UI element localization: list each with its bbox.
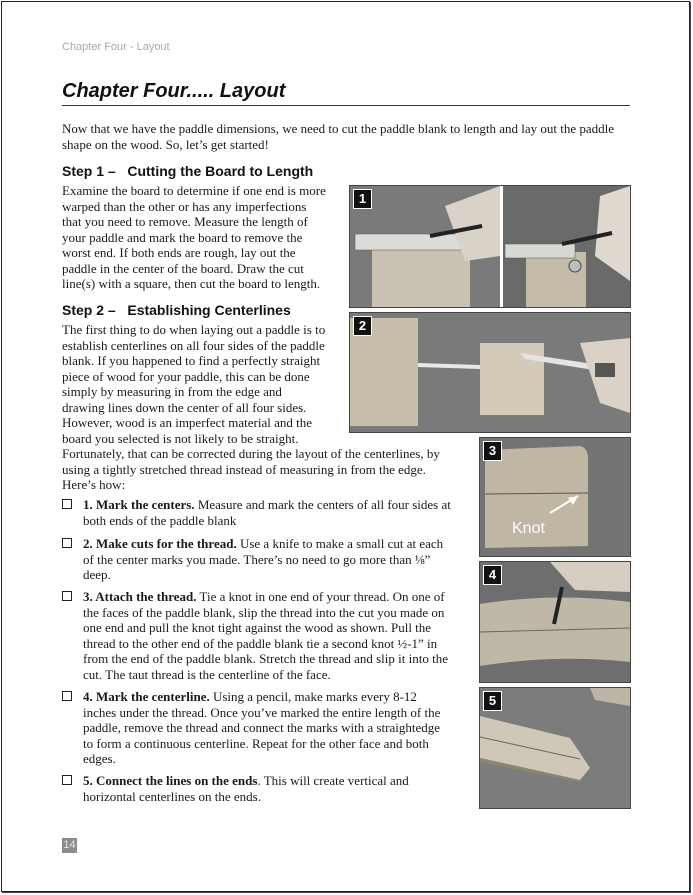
photo-1-image <box>350 186 630 307</box>
bullet-line: horizontal centerlines on the ends. <box>83 788 261 804</box>
step2-line: Fortunately, that can be corrected during the layout of the centerlines, by <box>62 446 440 461</box>
photo-number-badge: 4 <box>483 565 502 585</box>
step2-line: establish centerlines on all four sides of the paddle <box>62 337 325 353</box>
bullet-title: 4. Mark the centerline. <box>83 689 210 704</box>
step1-text <box>62 183 352 292</box>
bullet-line: Using a pencil, make marks every 8-12 <box>209 689 417 704</box>
checkbox-icon <box>62 775 72 785</box>
bullet-item-4 <box>62 689 472 767</box>
bullet-line: . This will create vertical and <box>257 773 409 788</box>
checkbox-icon <box>62 499 72 509</box>
checkbox-icon <box>62 591 72 601</box>
knot-label: Knot <box>512 520 545 537</box>
bullet-line: the faces of the paddle blank, slip the thread into the cut you made on <box>83 604 445 620</box>
bullet-line: to form a continuous centerline. Repeat for the other face and both <box>83 735 429 751</box>
photo-2 <box>349 312 631 433</box>
step2-line: drawing lines down the center of all four sides. <box>62 399 307 415</box>
photo-5 <box>479 687 631 809</box>
bullet-line: Tie a knot in one end of your thread. On one of <box>196 589 445 604</box>
bullet-title: 3. Attach the thread. <box>83 589 197 604</box>
step2-line: blank. If you happened to find a perfectly straight <box>62 353 321 368</box>
bullet-title: 2. Make cuts for the thread. <box>83 536 237 551</box>
step2-line: However, wood is an imperfect material and the <box>62 415 312 430</box>
bullet-line: Measure and mark the centers of all four sides at <box>194 497 451 512</box>
step1-line: your paddle and mark the board to remove the <box>62 229 303 245</box>
photo-4 <box>479 561 631 683</box>
bullet-item-1 <box>62 497 472 528</box>
photo-number-badge: 2 <box>353 316 372 336</box>
step1-line: that you need to remove. Measure the length of <box>62 214 308 229</box>
page-number: 14 <box>63 839 76 851</box>
step1-heading: Step 1 – Cutting the Board to Length <box>62 163 314 179</box>
photo-number-badge: 5 <box>483 691 502 711</box>
photo-2-image <box>350 313 630 432</box>
photo-3-image <box>480 438 630 556</box>
bullet-line: both ends of the paddle blank <box>83 512 237 528</box>
title-rule <box>62 105 630 106</box>
bullet-line: of the center marks you made. There’s no need to go more than ⅛” <box>83 551 431 567</box>
step2-line: Here’s how: <box>62 477 126 492</box>
step1-line: paddle in the center of the board. Draw the cut <box>62 260 304 276</box>
bullet-line: paddle, remove the thread and connect the marks with a straightedge <box>83 720 441 735</box>
step1-line: line(s) with a square, then cut the board to length. <box>62 276 321 291</box>
bullet-item-2 <box>62 536 472 583</box>
intro-paragraph: Now that we have the paddle dimensions, we need to cut the paddle blank to length and lay out the paddle shape on the wood. So, let’s get started! <box>62 121 614 152</box>
photo-3 <box>479 437 631 557</box>
step2-line: using a tightly stretched thread instead of measuring in from the edge. <box>62 461 426 477</box>
photo-number-badge: 1 <box>353 189 372 209</box>
photo-1 <box>349 185 631 308</box>
step1-line: Examine the board to determine if one end is more <box>62 183 326 198</box>
step1-line: warped than the other or has any imperfections <box>62 198 307 214</box>
step2-line: The first thing to do when laying out a paddle is to <box>62 322 326 337</box>
bullet-line: inches under the thread. Once you’ve marked the entire length of the <box>83 704 441 720</box>
checkbox-icon <box>62 691 72 701</box>
photo-4-image <box>480 562 630 682</box>
step2-heading: Step 2 – Establishing Centerlines <box>62 302 291 318</box>
chapter-title: Chapter Four..... Layout <box>62 80 286 102</box>
running-header: Chapter Four - Layout <box>62 41 170 53</box>
step2-line: board you selected is not likely to be straight. <box>62 430 299 446</box>
bullet-line: Use a knife to make a small cut at each <box>236 536 444 551</box>
bullet-line: cut. The taut thread is the centerline of the face. <box>83 666 331 682</box>
checkbox-icon <box>62 538 72 548</box>
bullet-line: one end and pull the knot tight against the wood as shown. Pull the <box>83 620 432 635</box>
bullet-line: deep. <box>83 567 111 582</box>
bullet-title: 5. Connect the lines on the ends <box>83 773 258 788</box>
bullet-line: from the end of the paddle blank. Stretch the thread and slip it into the <box>83 651 448 666</box>
bullet-item-3 <box>62 589 472 682</box>
step2-line: simply by measuring in from the edge and <box>62 384 282 399</box>
step1-line: worst end. If both ends are rough, lay out the <box>62 245 296 260</box>
photo-5-image <box>480 688 630 808</box>
bullet-item-5 <box>62 773 472 804</box>
bullet-title: 1. Mark the centers. <box>83 497 195 512</box>
bullet-line: edges. <box>83 751 116 766</box>
photo-number-badge: 3 <box>483 441 502 461</box>
step2-line: piece of wood for your paddle, this can be done <box>62 368 310 384</box>
bullet-line: thread to the other end of the paddle blank tie a second knot ½-1” in <box>83 635 438 651</box>
